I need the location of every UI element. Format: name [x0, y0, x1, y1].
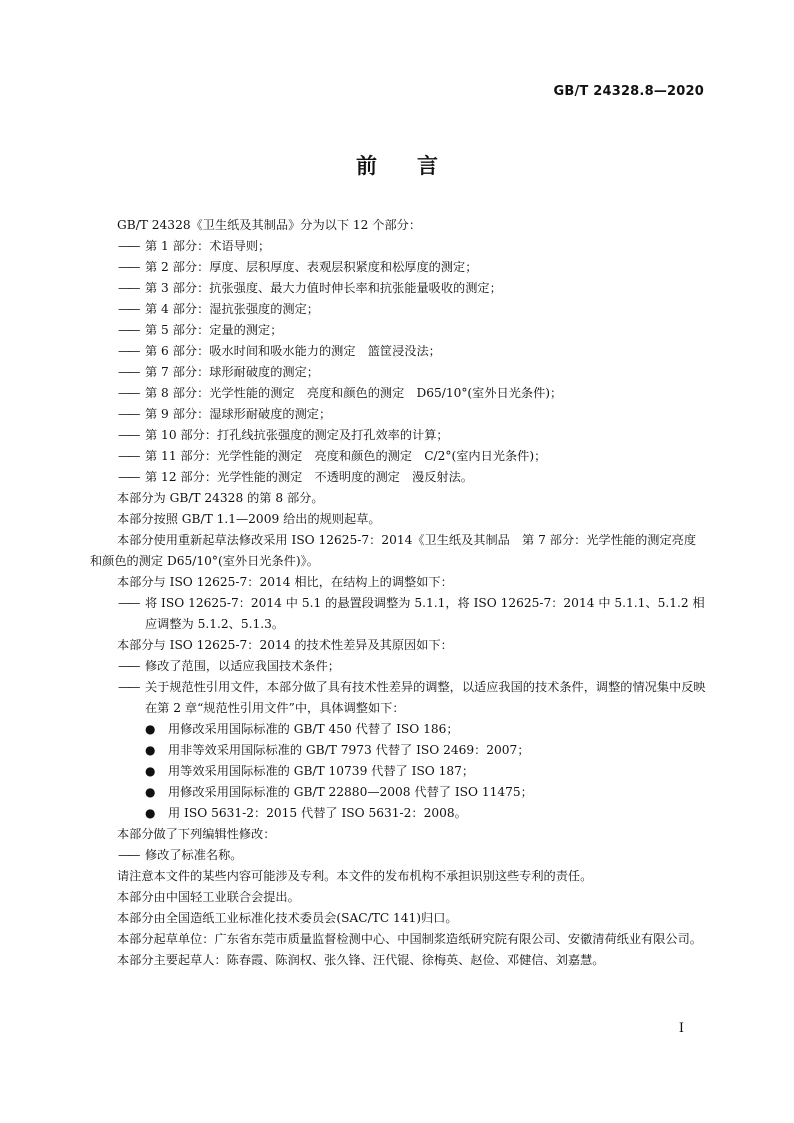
dash-mark: —— [118, 302, 139, 316]
bullet-icon: ● [145, 743, 156, 757]
list-item-text: 修改了标准名称。 [145, 848, 243, 862]
dash-mark: —— [118, 239, 139, 253]
dash-mark: —— [118, 596, 139, 610]
list-item [90, 257, 707, 278]
list-item-text: 第 1 部分：术语导则； [145, 239, 271, 253]
list-item [90, 404, 707, 425]
patent-paragraph: 请注意本文件的某些内容可能涉及专利。本文件的发布机构不承担识别这些专利的责任。 [117, 869, 593, 883]
tech-diff-paragraph: 本部分与 ISO 12625-7：2014 的技术性差异及其原因如下： [117, 638, 453, 652]
standard-code: GB/T 24328.8—2020 [553, 84, 704, 99]
list-item-text: 第 8 部分：光学性能的测定 亮度和颜色的测定 D65/10°(室外日光条件)； [145, 386, 563, 400]
page-number: I [678, 1021, 684, 1036]
bullet-item [90, 803, 707, 824]
bullet-text: 用 ISO 5631-2：2015 代替了 ISO 5631-2：2008。 [168, 806, 467, 820]
list-item [90, 845, 707, 866]
structure-paragraph: 本部分与 ISO 12625-7：2014 相比，在结构上的调整如下： [117, 575, 453, 589]
bullet-icon: ● [145, 806, 156, 820]
dash-mark: —— [118, 848, 139, 862]
list-item-text: 第 2 部分：厚度、层积厚度、表观层积紧度和松厚度的测定； [145, 260, 478, 274]
list-item [90, 299, 707, 320]
dash-mark: —— [118, 365, 139, 379]
dash-mark: —— [118, 344, 139, 358]
proposed-by-paragraph: 本部分由中国轻工业联合会提出。 [117, 890, 300, 904]
list-item [90, 446, 707, 467]
list-item-text: 第 4 部分：湿抗张强度的测定； [145, 302, 319, 316]
list-item [90, 656, 707, 677]
bullet-icon: ● [145, 722, 156, 736]
drafting-units-paragraph: 本部分起草单位：广东省东莞市质量监督检测中心、中国制浆造纸研究院有限公司、安徽清荷纸业有限公司。 [117, 932, 702, 946]
dash-mark: —— [118, 428, 139, 442]
dash-mark: —— [118, 386, 139, 400]
list-item-text: 第 12 部分：光学性能的测定 不透明度的测定 漫反射法。 [145, 470, 473, 484]
list-item [90, 467, 707, 488]
foreword-body [90, 215, 707, 971]
list-item-text: 关于规范性引用文件，本部分做了具有技术性差异的调整，以适应我国的技术条件，调整的情况集中反映在第 2 章“规范性引用文件”中，具体调整如下： [145, 680, 706, 715]
drafters-paragraph: 本部分主要起草人：陈春霞、陈润权、张久锋、汪代锟、徐梅英、赵俭、邓健信、刘嘉慧。 [117, 953, 605, 967]
list-item [90, 341, 707, 362]
dash-mark: —— [118, 680, 139, 694]
dash-mark: —— [118, 659, 139, 673]
dash-mark: —— [118, 323, 139, 337]
bullet-icon: ● [145, 785, 156, 799]
list-item [90, 236, 707, 257]
list-item-text: 修改了范围，以适应我国技术条件； [145, 659, 340, 673]
bullet-icon: ● [145, 764, 156, 778]
bullet-item [90, 719, 707, 740]
dash-mark: —— [118, 449, 139, 463]
centralized-by-paragraph: 本部分由全国造纸工业标准化技术委员会(SAC/TC 141)归口。 [117, 911, 458, 925]
list-item [90, 383, 707, 404]
list-item [90, 593, 707, 635]
editorial-paragraph: 本部分做了下列编辑性修改： [117, 827, 276, 841]
bullet-text: 用非等效采用国际标准的 GB/T 7973 代替了 ISO 2469：2007； [168, 743, 530, 757]
list-item [90, 362, 707, 383]
dash-mark: —— [118, 260, 139, 274]
list-item-text: 第 3 部分：抗张强度、最大力值时伸长率和抗张能量吸收的测定； [145, 281, 502, 295]
list-item-text: 第 7 部分：球形耐破度的测定； [145, 365, 319, 379]
list-item [90, 425, 707, 446]
bullet-item [90, 782, 707, 803]
dash-mark: —— [118, 407, 139, 421]
list-item-text: 将 ISO 12625-7：2014 中 5.1 的悬置段调整为 5.1.1，将 ISO 12625-7：2014 中 5.1.1、5.1.2 相应调整为 5.1.2、5.1.3。 [145, 596, 705, 631]
redraft-paragraph: 本部分使用重新起草法修改采用 ISO 12625-7：2014《卫生纸及其制品 第 7 部分：光学性能的测定亮度和颜色的测定 D65/10°(室外日光条件)》。 [90, 533, 697, 568]
list-item-text: 第 6 部分：吸水时间和吸水能力的测定 篮筐浸没法； [145, 344, 441, 358]
intro-paragraph: GB/T 24328《卫生纸及其制品》分为以下 12 个部分： [117, 218, 422, 232]
list-item [90, 278, 707, 299]
list-item [90, 677, 707, 719]
drafting-rules-paragraph: 本部分按照 GB/T 1.1—2009 给出的规则起草。 [117, 512, 381, 526]
page-title: 前言 [356, 154, 478, 178]
list-item-text: 第 11 部分：光学性能的测定 亮度和颜色的测定 C/2°(室内日光条件)； [145, 449, 547, 463]
bullet-text: 用修改采用国际标准的 GB/T 450 代替了 ISO 186； [168, 722, 459, 736]
dash-mark: —— [118, 281, 139, 295]
dash-mark: —— [118, 470, 139, 484]
list-item-text: 第 5 部分：定量的测定； [145, 323, 283, 337]
list-item-text: 第 9 部分：湿球形耐破度的测定； [145, 407, 332, 421]
part-of-paragraph: 本部分为 GB/T 24328 的第 8 部分。 [117, 491, 324, 505]
bullet-item [90, 761, 707, 782]
bullet-item [90, 740, 707, 761]
list-item [90, 320, 707, 341]
bullet-text: 用等效采用国际标准的 GB/T 10739 代替了 ISO 187； [168, 764, 475, 778]
bullet-text: 用修改采用国际标准的 GB/T 22880—2008 代替了 ISO 11475； [168, 785, 533, 799]
list-item-text: 第 10 部分：打孔线抗张强度的测定及打孔效率的计算； [145, 428, 449, 442]
